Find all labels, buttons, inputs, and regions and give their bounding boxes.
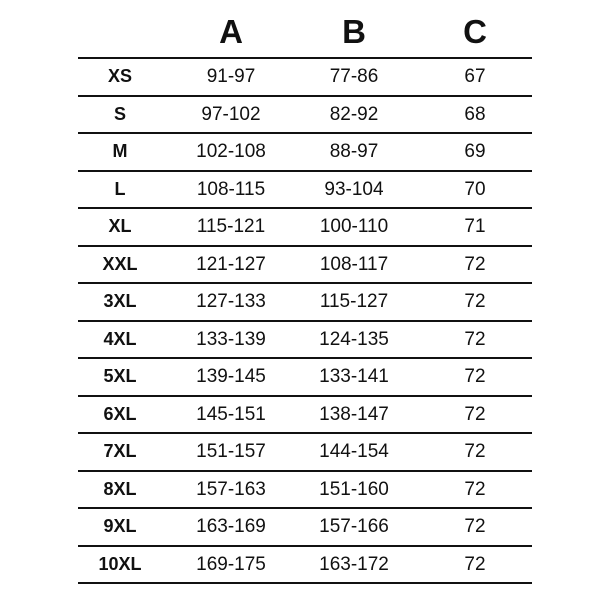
size-cell: 4XL bbox=[103, 328, 137, 349]
measurement-c-cell: 72 bbox=[464, 553, 486, 575]
column-header-c: C bbox=[463, 13, 487, 50]
measurement-b-cell: 163-172 bbox=[319, 553, 389, 575]
measurement-a-cell: 102-108 bbox=[196, 141, 266, 162]
size-cell: S bbox=[113, 103, 126, 124]
measurement-c-cell: 72 bbox=[464, 253, 486, 275]
measurement-b-cell: 108-117 bbox=[319, 253, 389, 275]
measurement-b-cell: 115-127 bbox=[319, 291, 389, 312]
table-row bbox=[78, 359, 532, 397]
size-cell: 8XL bbox=[103, 478, 137, 499]
measurement-b-cell: 144-154 bbox=[319, 441, 389, 462]
size-chart-table bbox=[78, 0, 532, 584]
table-row bbox=[78, 284, 532, 322]
measurement-c-cell: 68 bbox=[464, 103, 486, 125]
size-cell: 3XL bbox=[103, 291, 137, 311]
column-header-b: B bbox=[342, 13, 366, 50]
measurement-c-cell: 71 bbox=[464, 216, 486, 237]
table-row bbox=[78, 509, 532, 547]
table-row bbox=[78, 59, 532, 97]
measurement-c-cell: 72 bbox=[464, 516, 486, 537]
measurement-b-cell: 100-110 bbox=[319, 216, 389, 237]
size-cell: L bbox=[114, 178, 126, 199]
measurement-a-cell: 115-121 bbox=[196, 216, 266, 237]
table-header-row bbox=[78, 0, 532, 57]
measurement-a-cell: 108-115 bbox=[196, 178, 266, 200]
table-row bbox=[78, 134, 532, 172]
measurement-b-cell: 157-166 bbox=[319, 516, 389, 537]
measurement-b-cell: 124-135 bbox=[319, 328, 389, 350]
measurement-b-cell: 151-160 bbox=[319, 478, 389, 500]
measurement-b-cell: 77-86 bbox=[329, 66, 379, 87]
measurement-a-cell: 139-145 bbox=[196, 366, 266, 387]
measurement-a-cell: 169-175 bbox=[196, 553, 266, 575]
table-row bbox=[78, 247, 532, 285]
measurement-a-cell: 91-97 bbox=[206, 66, 256, 87]
table-row bbox=[78, 172, 532, 210]
size-cell: XS bbox=[107, 66, 132, 86]
measurement-c-cell: 72 bbox=[464, 291, 486, 312]
size-cell: 10XL bbox=[98, 553, 142, 574]
measurement-b-cell: 133-141 bbox=[319, 366, 389, 387]
measurement-a-cell: 97-102 bbox=[201, 103, 261, 125]
size-cell: 7XL bbox=[103, 441, 137, 461]
table-row bbox=[78, 209, 532, 247]
table-row bbox=[78, 97, 532, 135]
measurement-a-cell: 127-133 bbox=[196, 291, 266, 312]
measurement-a-cell: 145-151 bbox=[196, 403, 266, 425]
measurement-c-cell: 72 bbox=[464, 403, 486, 425]
measurement-b-cell: 88-97 bbox=[329, 141, 379, 162]
measurement-a-cell: 151-157 bbox=[196, 441, 266, 462]
measurement-c-cell: 70 bbox=[464, 178, 486, 200]
size-cell: XL bbox=[108, 216, 132, 236]
measurement-c-cell: 69 bbox=[464, 141, 486, 162]
measurement-c-cell: 72 bbox=[464, 441, 486, 462]
table-row bbox=[78, 547, 532, 585]
table-row bbox=[78, 322, 532, 360]
size-cell: 5XL bbox=[103, 366, 137, 386]
size-cell: 9XL bbox=[103, 516, 137, 536]
measurement-b-cell: 82-92 bbox=[329, 103, 379, 125]
measurement-c-cell: 72 bbox=[464, 478, 486, 500]
table-row bbox=[78, 397, 532, 435]
table-row bbox=[78, 434, 532, 472]
size-cell: XXL bbox=[102, 253, 138, 274]
measurement-b-cell: 93-104 bbox=[324, 178, 384, 200]
table-body bbox=[78, 57, 532, 584]
column-header-a: A bbox=[219, 13, 243, 50]
measurement-a-cell: 121-127 bbox=[196, 253, 266, 275]
measurement-b-cell: 138-147 bbox=[319, 403, 389, 425]
measurement-c-cell: 67 bbox=[464, 66, 486, 87]
size-cell: M bbox=[112, 141, 128, 161]
measurement-a-cell: 133-139 bbox=[196, 328, 266, 350]
measurement-a-cell: 157-163 bbox=[196, 478, 266, 500]
table-row bbox=[78, 472, 532, 510]
measurement-c-cell: 72 bbox=[464, 328, 486, 350]
measurement-a-cell: 163-169 bbox=[196, 516, 266, 537]
measurement-c-cell: 72 bbox=[464, 366, 486, 387]
size-cell: 6XL bbox=[103, 403, 137, 424]
